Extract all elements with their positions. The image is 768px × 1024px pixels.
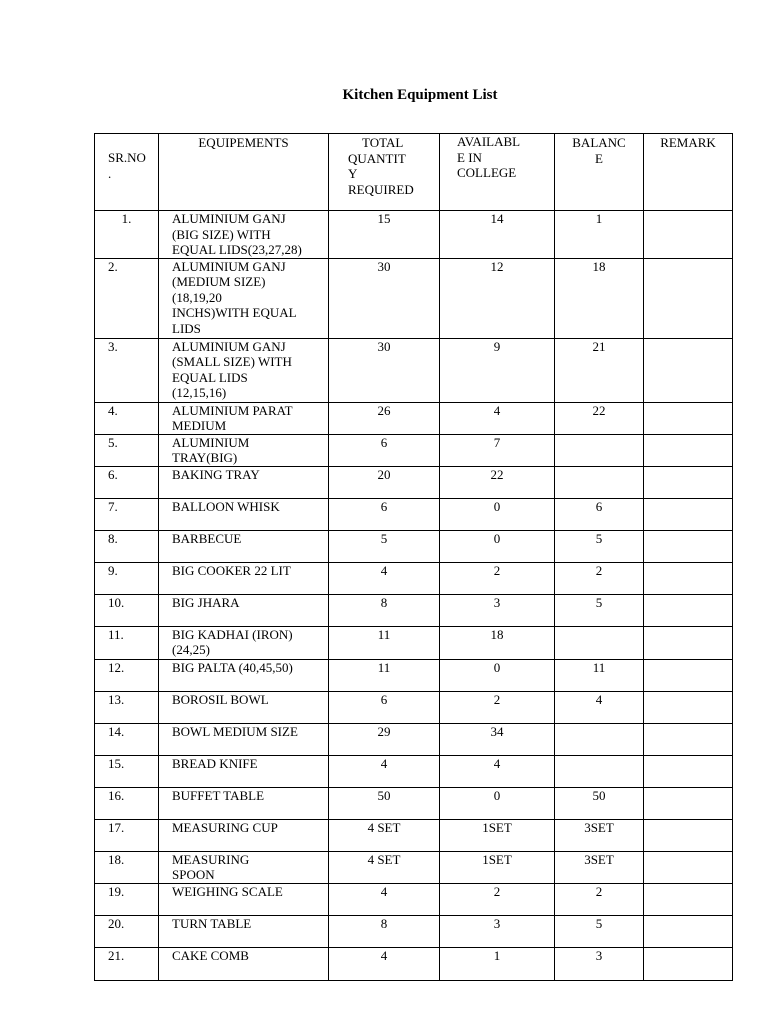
balance-cell: 50 <box>555 787 644 819</box>
remark-cell <box>644 434 733 466</box>
total-quantity-cell: 8 <box>329 594 440 626</box>
sr-no-cell: 5. <box>95 434 159 466</box>
sr-no-cell: 15. <box>95 755 159 787</box>
balance-cell: 4 <box>555 691 644 723</box>
equipment-name-line: MEDIUM <box>172 418 227 433</box>
balance-cell: 6 <box>555 498 644 530</box>
equipment-name-line: BIG PALTA (40,45,50) <box>172 659 293 675</box>
equipment-name-cell <box>159 723 329 755</box>
total-quantity-cell: 15 <box>329 211 440 259</box>
sr-no-cell: 18. <box>95 851 159 883</box>
equipment-name-line: BIG JHARA <box>172 594 240 610</box>
total-quantity-cell: 50 <box>329 787 440 819</box>
header-balance-line: BALANC <box>572 135 626 150</box>
table-row <box>95 434 733 466</box>
total-quantity-cell: 29 <box>329 723 440 755</box>
equipment-name-line: INCHS)WITH EQUAL <box>172 305 297 320</box>
remark-cell <box>644 819 733 851</box>
available-cell: 0 <box>440 530 555 562</box>
equipment-name-cell <box>159 755 329 787</box>
sr-no-cell: 9. <box>95 562 159 594</box>
table-row <box>95 691 733 723</box>
remark-cell <box>644 787 733 819</box>
balance-cell <box>555 434 644 466</box>
table-row <box>95 851 733 883</box>
table-row <box>95 915 733 947</box>
equipment-name-line: TRAY(BIG) <box>172 450 238 465</box>
equipment-name-line: (18,19,20 <box>172 289 222 305</box>
sr-no-cell: 17. <box>95 819 159 851</box>
sr-no-cell: 14. <box>95 723 159 755</box>
available-cell: 22 <box>440 466 555 498</box>
available-cell: 7 <box>440 434 555 466</box>
balance-cell: 11 <box>555 659 644 691</box>
table-row <box>95 402 733 434</box>
equipment-name-cell <box>159 402 329 434</box>
available-cell: 3 <box>440 594 555 626</box>
equipment-name-line: ALUMINIUM <box>172 434 250 450</box>
available-cell: 34 <box>440 723 555 755</box>
available-cell: 0 <box>440 498 555 530</box>
equipment-name-cell <box>159 659 329 691</box>
equipment-name-line: (SMALL SIZE) WITH <box>172 354 292 369</box>
available-cell: 1 <box>440 947 555 980</box>
equipment-name-line: ALUMINIUM PARAT <box>172 402 293 418</box>
page-title: Kitchen Equipment List <box>342 87 498 103</box>
equipment-name-cell <box>159 466 329 498</box>
sr-no-cell: 4. <box>95 402 159 434</box>
table-row <box>95 594 733 626</box>
sr-no-cell: 8. <box>95 530 159 562</box>
available-cell: 2 <box>440 562 555 594</box>
available-cell: 2 <box>440 883 555 915</box>
balance-cell: 5 <box>555 594 644 626</box>
available-cell: 18 <box>440 626 555 659</box>
equipment-table <box>94 133 733 981</box>
remark-cell <box>644 258 733 338</box>
equipment-name-cell <box>159 211 329 259</box>
remark-cell <box>644 851 733 883</box>
available-cell: 9 <box>440 338 555 402</box>
table-row <box>95 755 733 787</box>
balance-cell: 22 <box>555 402 644 434</box>
available-cell: 2 <box>440 691 555 723</box>
available-cell: 1SET <box>440 819 555 851</box>
sr-no-cell: 1. <box>95 211 159 259</box>
sr-no-cell: 21. <box>95 947 159 980</box>
balance-cell: 1 <box>555 211 644 259</box>
table-row <box>95 530 733 562</box>
remark-cell <box>644 883 733 915</box>
table-row <box>95 947 733 980</box>
balance-cell: 2 <box>555 883 644 915</box>
total-quantity-cell: 8 <box>329 915 440 947</box>
equipment-name-line: EQUAL LIDS(23,27,28) <box>172 242 302 257</box>
header-available-line: AVAILABL <box>457 134 521 149</box>
table-row <box>95 787 733 819</box>
balance-cell: 2 <box>555 562 644 594</box>
total-quantity-cell: 30 <box>329 258 440 338</box>
total-quantity-cell: 4 <box>329 562 440 594</box>
equipment-name-line: BREAD KNIFE <box>172 755 258 771</box>
balance-cell <box>555 723 644 755</box>
available-cell: 0 <box>440 787 555 819</box>
equipment-name-line: (24,25) <box>172 642 210 657</box>
table-row <box>95 659 733 691</box>
sr-no-cell: 11. <box>95 626 159 659</box>
equipment-name-line: BALLOON WHISK <box>172 498 280 514</box>
equipment-name-cell <box>159 530 329 562</box>
header-sr-no-line: . <box>108 165 112 181</box>
available-cell: 4 <box>440 402 555 434</box>
equipment-name-line: (12,15,16) <box>172 385 227 400</box>
total-quantity-cell: 6 <box>329 434 440 466</box>
header-total-line: QUANTIT <box>348 150 406 166</box>
sr-no-cell: 3. <box>95 338 159 402</box>
balance-cell: 18 <box>555 258 644 338</box>
sr-no-cell: 2. <box>95 258 159 338</box>
equipment-name-cell <box>159 498 329 530</box>
equipment-name-line: ALUMINIUM GANJ <box>172 211 286 226</box>
available-cell: 4 <box>440 755 555 787</box>
header-available <box>440 134 555 211</box>
sr-no-cell: 6. <box>95 466 159 498</box>
header-sr-no-line: SR.NO <box>108 150 146 165</box>
equipment-name-cell <box>159 338 329 402</box>
available-cell: 1SET <box>440 851 555 883</box>
header-total-line: Y <box>348 166 358 181</box>
balance-cell <box>555 626 644 659</box>
equipment-name-line: BARBECUE <box>172 530 242 546</box>
equipment-name-line: MEASURING CUP <box>172 819 278 835</box>
equipment-name-line: LIDS <box>172 320 201 336</box>
sr-no-cell: 16. <box>95 787 159 819</box>
header-equipment: EQUIPEMENTS <box>159 134 329 211</box>
sr-no-cell: 10. <box>95 594 159 626</box>
header-available-line: COLLEGE <box>457 165 517 180</box>
equipment-name-line: BOWL MEDIUM SIZE <box>172 723 298 739</box>
equipment-name-cell <box>159 819 329 851</box>
equipment-name-cell <box>159 851 329 883</box>
available-cell: 12 <box>440 258 555 338</box>
equipment-name-line: CAKE COMB <box>172 947 249 963</box>
table-row <box>95 819 733 851</box>
total-quantity-cell: 4 <box>329 755 440 787</box>
sr-no-cell: 13. <box>95 691 159 723</box>
available-cell: 14 <box>440 211 555 259</box>
equipment-name-cell <box>159 915 329 947</box>
header-total-quantity <box>329 134 440 211</box>
equipment-name-line: BIG KADHAI (IRON) <box>172 626 293 642</box>
balance-cell: 5 <box>555 530 644 562</box>
balance-cell <box>555 466 644 498</box>
equipment-name-line: WEIGHING SCALE <box>172 883 283 899</box>
equipment-name-line: BIG COOKER 22 LIT <box>172 562 291 578</box>
remark-cell <box>644 723 733 755</box>
table-row <box>95 211 733 259</box>
equipment-name-line: BOROSIL BOWL <box>172 691 269 707</box>
header-remark: REMARK <box>644 134 733 211</box>
header-row <box>95 134 733 211</box>
table-row <box>95 338 733 402</box>
equipment-name-line: MEASURING <box>172 851 250 867</box>
equipment-name-line: BAKING TRAY <box>172 466 260 482</box>
equipment-name-cell <box>159 594 329 626</box>
total-quantity-cell: 11 <box>329 626 440 659</box>
remark-cell <box>644 659 733 691</box>
header-total-line: TOTAL <box>362 135 404 150</box>
remark-cell <box>644 530 733 562</box>
equipment-name-line: ALUMINIUM GANJ <box>172 258 286 274</box>
balance-cell <box>555 755 644 787</box>
remark-cell <box>644 691 733 723</box>
equipment-name-line: (MEDIUM SIZE) <box>172 274 266 289</box>
equipment-name-line: (BIG SIZE) WITH <box>172 226 271 242</box>
remark-cell <box>644 947 733 980</box>
total-quantity-cell: 6 <box>329 691 440 723</box>
remark-cell <box>644 338 733 402</box>
remark-cell <box>644 915 733 947</box>
equipment-name-cell <box>159 258 329 338</box>
total-quantity-cell: 20 <box>329 466 440 498</box>
header-balance <box>555 134 644 211</box>
equipment-name-cell <box>159 562 329 594</box>
remark-cell <box>644 562 733 594</box>
equipment-name-line: ALUMINIUM GANJ <box>172 338 286 354</box>
sr-no-cell: 12. <box>95 659 159 691</box>
total-quantity-cell: 4 <box>329 947 440 980</box>
table-row <box>95 723 733 755</box>
equipment-name-cell <box>159 883 329 915</box>
total-quantity-cell: 26 <box>329 402 440 434</box>
remark-cell <box>644 402 733 434</box>
equipment-name-cell <box>159 947 329 980</box>
remark-cell <box>644 594 733 626</box>
total-quantity-cell: 6 <box>329 498 440 530</box>
equipment-name-line: SPOON <box>172 867 215 882</box>
remark-cell <box>644 755 733 787</box>
balance-cell: 5 <box>555 915 644 947</box>
remark-cell <box>644 498 733 530</box>
balance-cell: 3SET <box>555 819 644 851</box>
sr-no-cell: 20. <box>95 915 159 947</box>
table-row <box>95 466 733 498</box>
header-balance-line: E <box>595 150 603 166</box>
available-cell: 3 <box>440 915 555 947</box>
equipment-name-cell <box>159 691 329 723</box>
header-sr-no <box>95 134 159 211</box>
balance-cell: 21 <box>555 338 644 402</box>
total-quantity-cell: 4 SET <box>329 851 440 883</box>
total-quantity-cell: 4 SET <box>329 819 440 851</box>
remark-cell <box>644 211 733 259</box>
sr-no-cell: 19. <box>95 883 159 915</box>
total-quantity-cell: 5 <box>329 530 440 562</box>
header-total-line: REQUIRED <box>348 181 414 197</box>
equipment-name-cell <box>159 787 329 819</box>
sr-no-cell: 7. <box>95 498 159 530</box>
equipment-name-cell <box>159 626 329 659</box>
table-row <box>95 883 733 915</box>
equipment-name-line: BUFFET TABLE <box>172 787 265 803</box>
table-row <box>95 562 733 594</box>
total-quantity-cell: 30 <box>329 338 440 402</box>
balance-cell: 3SET <box>555 851 644 883</box>
remark-cell <box>644 626 733 659</box>
table-row <box>95 498 733 530</box>
available-cell: 0 <box>440 659 555 691</box>
header-available-line: E IN <box>457 149 482 165</box>
total-quantity-cell: 4 <box>329 883 440 915</box>
equipment-name-cell <box>159 434 329 466</box>
balance-cell: 3 <box>555 947 644 980</box>
equipment-name-line: TURN TABLE <box>172 915 252 931</box>
remark-cell <box>644 466 733 498</box>
total-quantity-cell: 11 <box>329 659 440 691</box>
table-row <box>95 258 733 338</box>
table-row <box>95 626 733 659</box>
equipment-name-line: EQUAL LIDS <box>172 369 248 385</box>
